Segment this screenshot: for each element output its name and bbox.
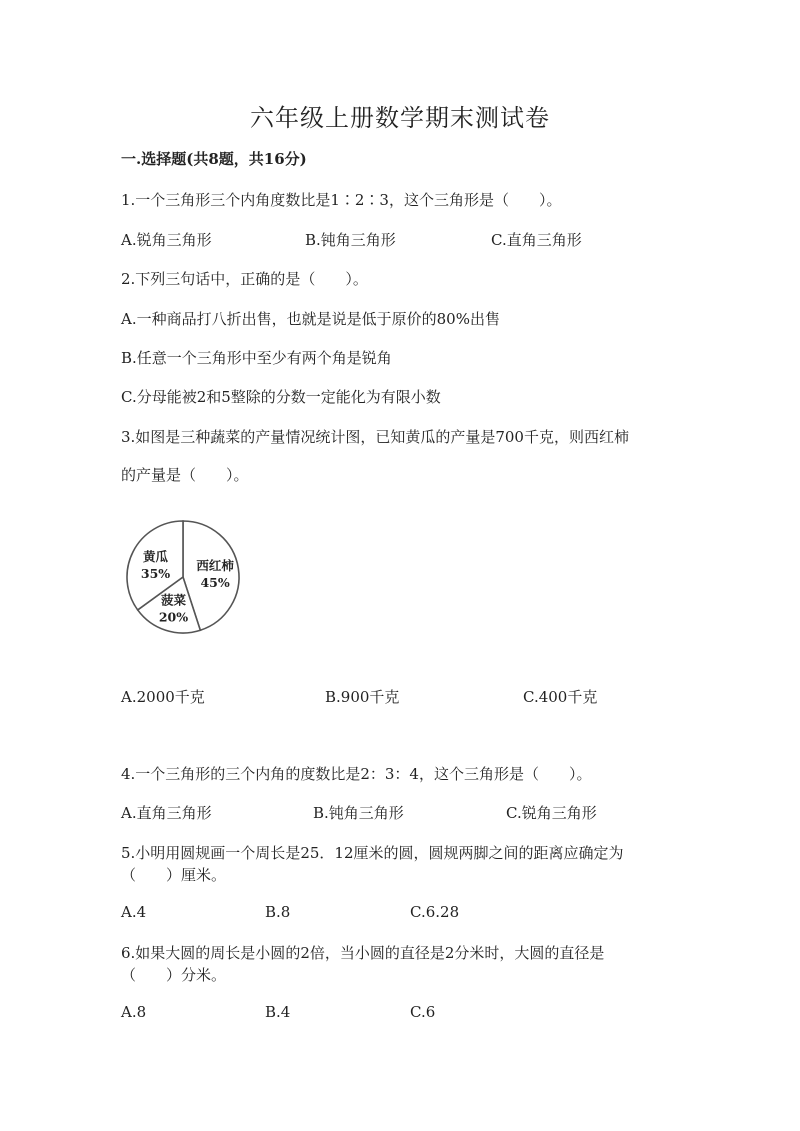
question-3-option-a: A.2000千克 [121,688,205,706]
question-1-stem: 1.一个三角形三个内角度数比是1∶2∶3，这个三角形是（ ）。 [121,191,562,209]
question-6-stem-line-2: （ ）分米。 [121,966,227,984]
page-title: 六年级上册数学期末测试卷 [250,104,550,132]
question-2-option-b: B.任意一个三角形中至少有两个角是锐角 [121,349,392,367]
pie-slice-value-label: 20% [158,609,189,625]
section-heading: 一.选择题(共8题，共16分) [121,150,307,168]
question-3-option-c: C.400千克 [523,688,598,706]
question-5-stem-line-2: （ ）厘米。 [121,866,227,884]
pie-slice-value-label: 45% [200,574,230,590]
pie-slice-label: 菠菜 [160,592,186,608]
question-5-stem-line-1: 5.小明用圆规画一个周长是25．12厘米的圆，圆规两脚之间的距离应确定为 [121,844,624,862]
question-1-option-b: B.钝角三角形 [305,231,396,249]
question-4-stem: 4.一个三角形的三个内角的度数比是2：3：4，这个三角形是（ ）。 [121,765,592,783]
question-1-option-a: A.锐角三角形 [121,231,212,249]
question-5-option-a: A.4 [121,903,147,921]
question-2-stem: 2.下列三句话中，正确的是（ ）。 [121,270,368,288]
question-3-stem-line-2: 的产量是（ ）。 [121,466,249,484]
question-4-option-b: B.钝角三角形 [313,804,404,822]
question-3-option-b: B.900千克 [325,688,400,706]
vegetable-pie-chart [121,519,247,637]
question-6-option-c: C.6 [410,1003,436,1021]
pie-slice-label: 西红柿 [196,557,234,573]
question-2-option-a: A.一种商品打八折出售，也就是说是低于原价的80%出售 [121,310,500,328]
pie-slice-label: 黄瓜 [143,549,169,565]
pie-slice-value-label: 35% [140,566,171,582]
question-6-stem-line-1: 6.如果大圆的周长是小圆的2倍，当小圆的直径是2分米时，大圆的直径是 [121,944,605,962]
question-3-stem-line-1: 3.如图是三种蔬菜的产量情况统计图，已知黄瓜的产量是700千克，则西红柿 [121,428,629,446]
question-4-option-c: C.锐角三角形 [506,804,597,822]
question-2-option-c: C.分母能被2和5整除的分数一定能化为有限小数 [121,388,441,406]
question-6-option-b: B.4 [265,1003,291,1021]
question-1-option-c: C.直角三角形 [491,231,582,249]
question-5-option-b: B.8 [265,903,291,921]
question-5-option-c: C.6.28 [410,903,460,921]
question-4-option-a: A.直角三角形 [121,804,212,822]
question-6-option-a: A.8 [121,1003,147,1021]
